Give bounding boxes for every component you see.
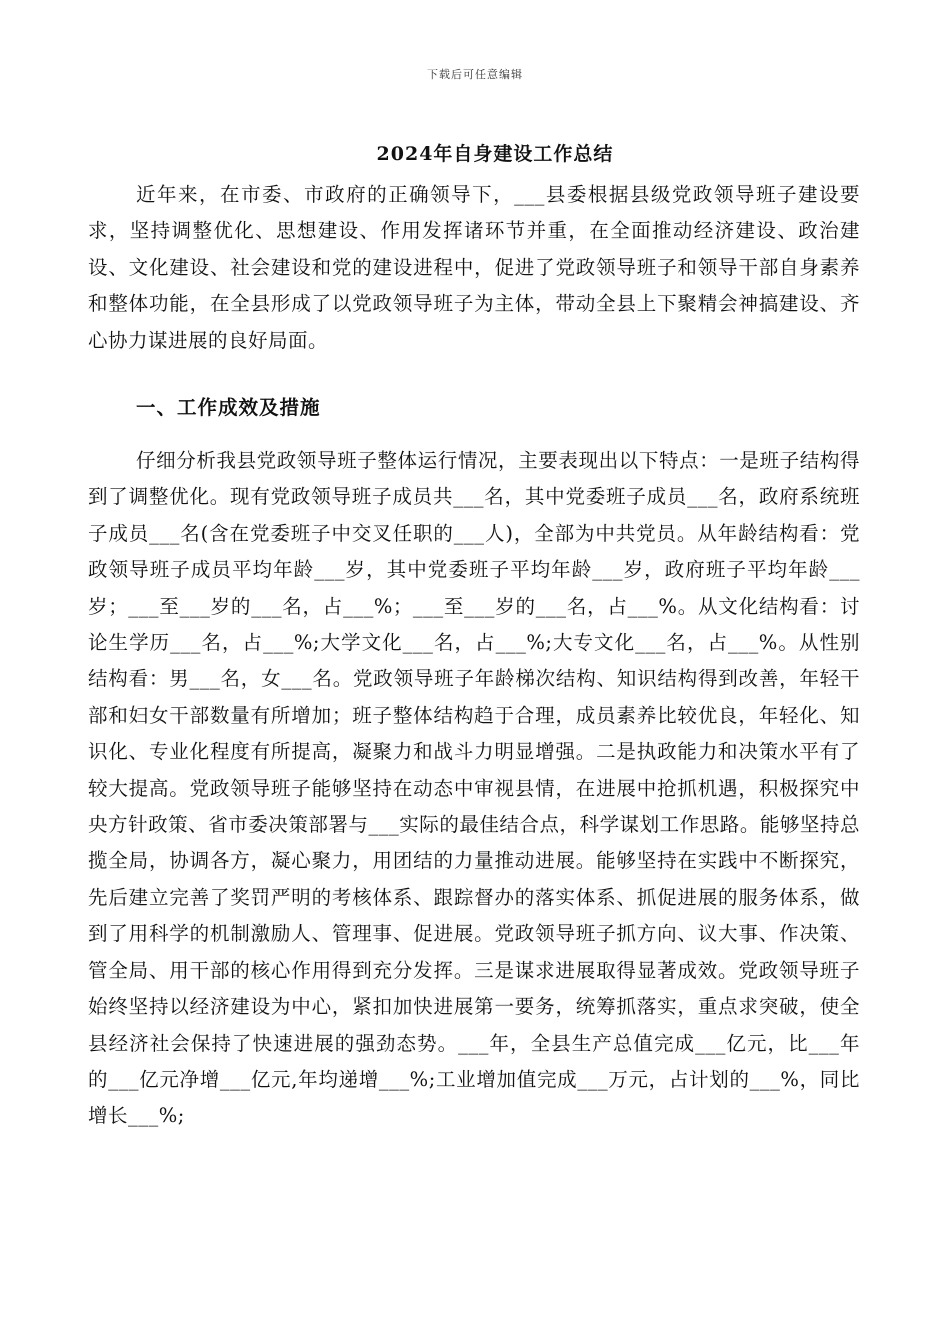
intro-paragraph: 近年来，在市委、市政府的正确领导下，___县委根据县级党政领导班子建设要求，坚持调整优化、思想建设、作用发挥诸环节并重，在全面推动经济建设、政治建设、文化建设、社会建设和党的建设进程中，促进了党政领导班子和领导干部自身素养和整体功能，在全县形成了以党政领导班子为主体，带动全县上下聚精会神搞建设、齐心协力谋进展的良好局面。 [88,183,860,352]
section-heading: 一、工作成效及措施 [136,396,321,419]
page-header-note: 下载后可任意编辑 [427,68,523,81]
section-paragraph: 仔细分析我县党政领导班子整体运行情况，主要表现出以下特点：一是班子结构得到了调整优化。现有党政领导班子成员共___名，其中党委班子成员___名，政府系统班子成员___名(含在党委班子中交叉任职的___人)，全部为中共党员。从年龄结构看：党政领导班子成员平均年龄___岁，其中党委班子平均年龄___岁，政府班子平均年龄___岁；___至___岁的___名，占___%；___至___岁的___名，占___%。从文化结构看：讨论生学历___名，占___%;大学文化___名，占___%;大专文化___名，占___%。从性别结构看：男___名，女___名。党政领导班子年龄梯次结构、知识结构得到改善，年轻干部和妇女干部数量有所增加；班子整体结构趋于合理，成员素养比较优良，年轻化、知识化、专业化程度有所提高，凝聚力和战斗力明显增强。二是执政能力和决策水平有了较大提高。党政领导班子能够坚持在动态中审视县情，在进展中抢抓机遇，积极探究中央方针政策、省市委决策部署与___实际的最佳结合点，科学谋划工作思路。能够坚持总揽全局，协调各方，凝心聚力，用团结的力量推动进展。能够坚持在实践中不断探究，先后建立完善了奖罚严明的考核体系、跟踪督办的落实体系、抓促进展的服务体系，做到了用科学的机制激励人、管理事、促进展。党政领导班子抓方向、议大事、作决策、管全局、用干部的核心作用得到充分发挥。三是谋求进展取得显著成效。党政领导班子始终坚持以经济建设为中心，紧扣加快进展第一要务，统筹抓落实，重点求突破，使全县经济社会保持了快速进展的强劲态势。___年，全县生产总值完成___亿元，比___年的___亿元净增___亿元,年均递增___%;工业增加值完成___万元，占计划的___%，同比增长___%; [88,449,860,1128]
document-title: 2024年自身建设工作总结 [376,142,614,165]
